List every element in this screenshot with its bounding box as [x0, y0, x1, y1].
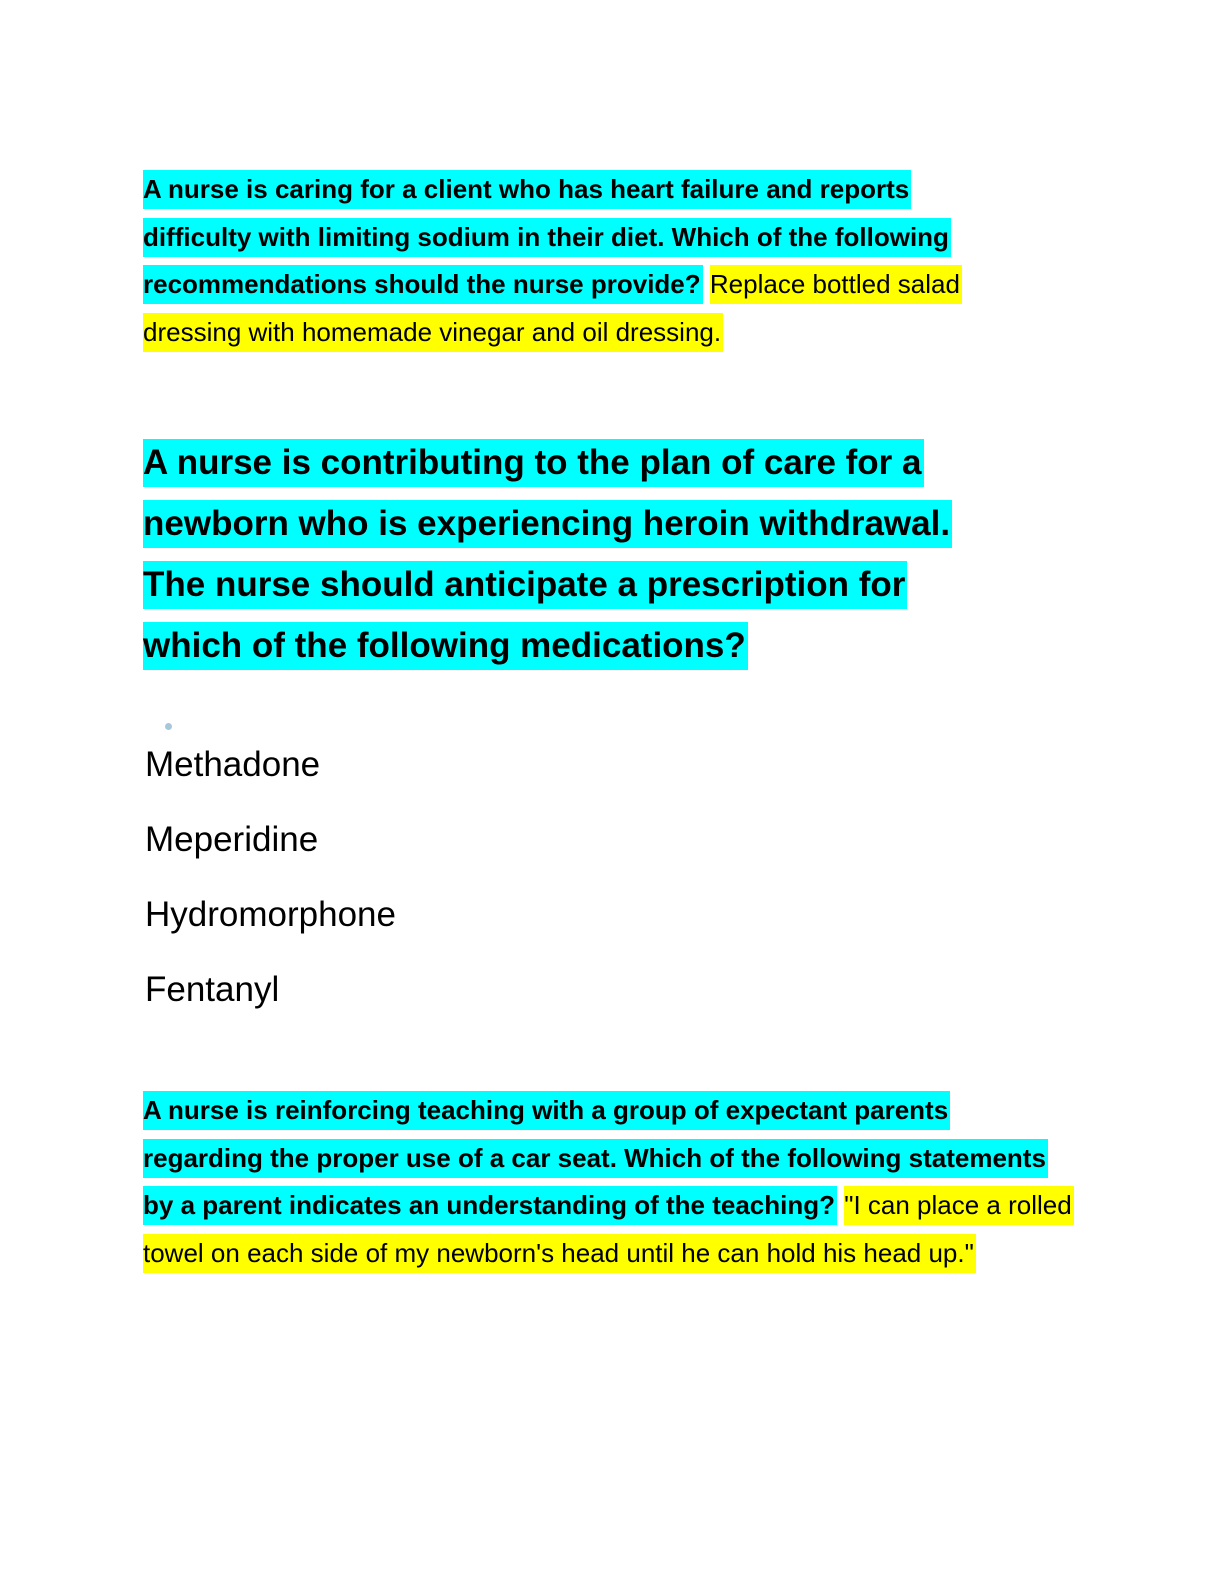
- option-item: Meperidine: [145, 820, 319, 859]
- bullet-dot-icon: [165, 723, 172, 730]
- question-3: [143, 1087, 1073, 1277]
- question-3-answer: "I can place a rolled towel on each side of my newborn's head until he can hold his head up.": [143, 1186, 1074, 1273]
- option-item: Methadone: [145, 745, 321, 784]
- question-2-text: A nurse is contributing to the plan of care for a newborn who is experiencing heroin withdrawal. The nurse should anticipate a prescription for which of the following medications?: [143, 439, 952, 670]
- question-1: [143, 166, 1023, 356]
- option-item: Fentanyl: [145, 970, 280, 1009]
- question-1-answer: Replace bottled salad dressing with homemade vinegar and oil dressing.: [143, 265, 962, 352]
- question-2: [143, 432, 1003, 676]
- question-1-text: A nurse is caring for a client who has heart failure and reports difficulty with limiting sodium in their diet. Which of the following recommendations should the nurse provide?: [143, 170, 951, 304]
- question-3-text: A nurse is reinforcing teaching with a group of expectant parents regarding the proper use of a car seat. Which of the following statements by a parent indicates an understanding of the teaching?: [143, 1091, 1048, 1225]
- question-2-options: [145, 745, 396, 1045]
- option-item: Hydromorphone: [145, 895, 396, 934]
